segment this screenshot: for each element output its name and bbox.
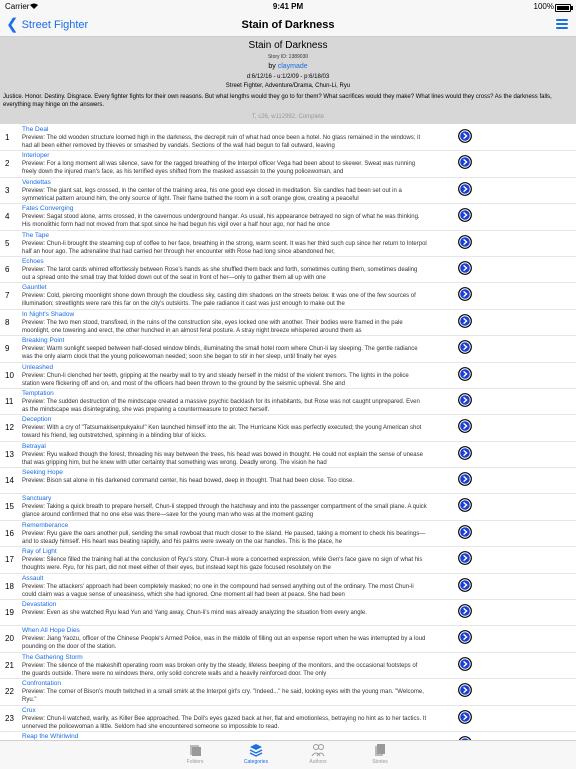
chapter-preview: Preview: Cold, piercing moonlight shone down through the cloudless sky, casting dim shadows on the streets below. It was one of the few sources of illumination; streetlights were rare this far on the city's outskirts. The pale radiance it cast was just enough to make out the bbox=[22, 293, 416, 308]
chapter-title-link[interactable]: Temptation bbox=[22, 389, 54, 397]
tab-label: Folders bbox=[186, 759, 204, 765]
chevron-right-icon[interactable] bbox=[458, 630, 472, 644]
chapter-preview: Preview: Chun-li watched, warily, as Killer Bee approached. The Doll's eyes gazed back at her, flat and emotionless, betraying no hint as to her tactics. It unnerved the policewoman a little. Seldom had she encountered someone so impossible to read. bbox=[22, 715, 427, 730]
menu-icon[interactable] bbox=[556, 19, 568, 31]
chapter-number: 10 bbox=[5, 370, 14, 380]
tab-folders[interactable] bbox=[165, 743, 225, 765]
chapter-title-link[interactable]: Ray of Light bbox=[22, 548, 57, 556]
chapter-preview: Preview: Ryu gave the oars another pull, sending the small rowboat that much closer to the island. He paused, taking a moment to check his bearings—and to steady himself. His heart was beating rapidly, and his palms were sweaty on the oar handles. This is the place, he bbox=[22, 530, 426, 545]
chapter-preview: Preview: Jiang Yaozu, officer of the Chinese People's Armed Police, was in the middle of filling out an expense report when he was interrupted by a loud pounding on the door of the station. bbox=[22, 636, 426, 651]
chapter-number: 6 bbox=[5, 264, 10, 274]
chapter-number: 4 bbox=[5, 212, 10, 222]
chapter-title-link[interactable]: The Gathering Storm bbox=[22, 653, 83, 661]
chevron-right-icon[interactable] bbox=[458, 182, 472, 196]
chapter-row[interactable] bbox=[0, 547, 576, 573]
chapter-title-link[interactable]: Confrontation bbox=[22, 680, 62, 688]
chevron-left-icon: ❮ bbox=[6, 16, 19, 33]
chapter-row[interactable] bbox=[0, 706, 576, 732]
tab-label: Categories bbox=[243, 759, 269, 765]
chapter-row[interactable] bbox=[0, 521, 576, 547]
chapter-title-link[interactable]: Breaking Point bbox=[22, 337, 65, 345]
chapter-number: 14 bbox=[5, 476, 14, 486]
chapter-preview: Preview: For a long moment all was silence, save for the ragged breathing of the Interpol officer Vega had been about to skewer. Sweat was running freely down the injured man's face, as his terrified eyes shifted from the masked assassin to the young policewoman, and bbox=[22, 161, 416, 176]
story-meta: Street Fighter, Adventure/Drama, Chun-Li, Ryu bbox=[225, 83, 351, 89]
chapter-title-link[interactable]: Reap the Whirlwind bbox=[22, 732, 79, 740]
tab-authors[interactable] bbox=[288, 743, 348, 765]
chapter-title-link[interactable]: Fates Converging bbox=[22, 205, 74, 213]
chevron-right-icon[interactable] bbox=[458, 446, 472, 460]
chapter-row[interactable] bbox=[0, 257, 576, 283]
story-title: Stain of Darkness bbox=[248, 40, 328, 51]
chevron-right-icon[interactable] bbox=[458, 419, 472, 433]
chevron-right-icon[interactable] bbox=[458, 155, 472, 169]
chapter-number: 16 bbox=[5, 528, 14, 538]
back-label: Street Fighter bbox=[21, 19, 89, 31]
chapter-title-link[interactable]: Crux bbox=[22, 706, 36, 714]
chevron-right-icon[interactable] bbox=[458, 551, 472, 565]
chapter-row[interactable] bbox=[0, 151, 576, 177]
chevron-right-icon[interactable] bbox=[458, 340, 472, 354]
chevron-right-icon[interactable] bbox=[458, 498, 472, 512]
byline bbox=[0, 63, 576, 70]
page-title: Stain of Darkness bbox=[241, 19, 335, 31]
by-label: by bbox=[268, 63, 276, 70]
chevron-right-icon[interactable] bbox=[458, 657, 472, 671]
chapter-number: 9 bbox=[5, 344, 10, 354]
chapter-title-link[interactable]: The Deal bbox=[22, 126, 49, 133]
chevron-right-icon[interactable] bbox=[458, 261, 472, 275]
chapter-number: 3 bbox=[5, 185, 10, 195]
chapter-row[interactable] bbox=[0, 231, 576, 257]
chapter-title-link[interactable]: Seeking Hope bbox=[22, 469, 63, 477]
chapter-number: 8 bbox=[5, 317, 10, 327]
chapter-title-link[interactable]: Sanctuary bbox=[22, 495, 52, 503]
chapter-list bbox=[0, 125, 576, 740]
chapter-row[interactable] bbox=[0, 574, 576, 600]
chapter-title-link[interactable]: When All Hope Dies bbox=[22, 627, 80, 635]
battery-percent: 100% bbox=[533, 2, 554, 11]
chapter-title-link[interactable]: Rememberance bbox=[22, 521, 69, 529]
chevron-right-icon[interactable] bbox=[458, 208, 472, 222]
chapter-number: 11 bbox=[5, 396, 14, 406]
chapter-preview: Preview: The attackers' approach had been completely masked; no one in the compound had sensed anything out of the ordinary. The most Chun-li could claim was a vague sense of uneasiness, which she had ignored. One moment all had been at peace. She had been bbox=[22, 583, 414, 598]
chapter-row[interactable] bbox=[0, 125, 576, 151]
chapter-number: 19 bbox=[5, 608, 14, 618]
battery-icon bbox=[555, 4, 571, 12]
chevron-right-icon[interactable] bbox=[458, 314, 472, 328]
chapter-row[interactable] bbox=[0, 442, 576, 468]
chapter-row[interactable] bbox=[0, 679, 576, 705]
chapter-preview: Preview: Chun-li brought the steaming cup of coffee to her face, breathing in the strong, warm scent. It was her third such cup since her return to Interpol half an hour ago. The adrenaline that had carried her through her encounter with Rose had long since abandoned her, bbox=[22, 240, 427, 255]
chapter-row[interactable] bbox=[0, 468, 576, 494]
categories-icon bbox=[249, 743, 263, 757]
chapter-row[interactable] bbox=[0, 494, 576, 520]
chevron-right-icon[interactable] bbox=[458, 287, 472, 301]
chapter-row[interactable] bbox=[0, 336, 576, 362]
chevron-right-icon[interactable] bbox=[458, 578, 472, 592]
tab-bar bbox=[0, 740, 576, 769]
chapter-preview: Preview: Bison sat alone in his darkened command center, his head bowed, deep in thought. That had been close. Too close. bbox=[22, 478, 354, 485]
chapter-number: 21 bbox=[5, 660, 14, 670]
chapter-preview: Preview: The corner of Bison's mouth twitched in a small smirk at the Interpol girl's cry. "Indeed..." he said, looking eyes with the young man. "Welcome, Ryu." bbox=[22, 689, 424, 704]
chapter-preview: Preview: Even as she watched Ryu lead Yun and Yang away, Chun-li's mind was already analyzing the situation from every angle. bbox=[22, 610, 367, 617]
chapter-title-link[interactable]: Assault bbox=[22, 574, 44, 582]
chapter-title-link[interactable]: Unleashed bbox=[22, 363, 54, 371]
authors-icon bbox=[311, 743, 325, 757]
chapter-number: 17 bbox=[5, 555, 14, 565]
chapter-row[interactable] bbox=[0, 415, 576, 441]
chapter-title-link[interactable]: Deception bbox=[22, 416, 52, 424]
chevron-right-icon[interactable] bbox=[458, 367, 472, 381]
chapter-number: 1 bbox=[5, 133, 10, 142]
chapter-title-link[interactable]: Vendettas bbox=[22, 178, 51, 186]
chapter-title-link[interactable]: Gauntlet bbox=[22, 284, 47, 292]
chapter-preview: Preview: Ryu walked though the forest, threading his way between the trees, his head was bowed in thought. He could not explain the sense of unease that was gripping him, but he knew with utter certainty that something was wrong. Deadly wrong. The vision he had bbox=[22, 451, 423, 466]
status-bar bbox=[0, 0, 576, 14]
chapter-number: 13 bbox=[5, 449, 14, 459]
chevron-right-icon[interactable] bbox=[458, 393, 472, 407]
stories-icon bbox=[373, 743, 387, 757]
chapter-row[interactable] bbox=[0, 600, 576, 626]
carrier-label: Carrier bbox=[5, 2, 30, 11]
chapter-number: 5 bbox=[5, 238, 10, 248]
tab-categories[interactable] bbox=[226, 743, 286, 765]
chapter-number: 22 bbox=[5, 687, 14, 697]
navigation-bar bbox=[0, 14, 576, 37]
tab-label: Stories bbox=[372, 759, 388, 765]
clock: 9:41 PM bbox=[272, 2, 304, 11]
chapter-number: 15 bbox=[5, 502, 14, 512]
chapter-preview: Preview: The sudden destruction of the mindscape created a massive psychic backlash for its inhabitants, but Rose was not caught unprepared. Even as the mindscape was disintegrating, she was preparing a countermeasure to protect herself. bbox=[22, 398, 420, 413]
chevron-right-icon[interactable] bbox=[458, 710, 472, 724]
story-dates: d:6/12/16 - u:1/2/09 - p:6/18/03 bbox=[246, 74, 330, 80]
chapter-preview: Preview: The silence of the makeshift operating room was broken only by the steady, lifeless beeping of the monitors, and the occasional footsteps of the guards outside. There were no windows there, only solid concrete walls and a heavily reinforced door. The only bbox=[22, 662, 418, 677]
chapter-preview: Preview: Silence filled the training hall at the conclusion of Ryu's story. Chun-li wore a concerned expression, while Gen's face gave no sign of what his thoughts were. Ryu, for his part, did not meet either of their eyes, but instead kept his gaze focused resolutely on the bbox=[22, 557, 423, 572]
chapter-preview: Preview: Chun-li clenched her teeth, gripping at the nearby wall to try and steady herself in the midst of the violent tremors. The lights in the police station were flickering off and on, and most of the officers had been thrown to the ground by the seismic upheval. She and bbox=[22, 372, 409, 387]
chevron-right-icon[interactable] bbox=[458, 235, 472, 249]
chevron-right-icon[interactable] bbox=[458, 683, 472, 697]
chapter-row[interactable] bbox=[0, 389, 576, 415]
chapter-row[interactable] bbox=[0, 626, 576, 652]
chapter-preview: Preview: Sagat stood alone, arms crossed, in the cavernous underground hangar. As usual, his appearance betrayed no sign of what he was thinking. His monolithic form had not moved from that spot since he had begun his vigil over a half hour ago, nor had he once bbox=[22, 214, 420, 229]
chapter-title-link[interactable]: Interloper bbox=[22, 152, 50, 160]
chevron-right-icon[interactable] bbox=[458, 472, 472, 486]
chapter-row[interactable] bbox=[0, 178, 576, 204]
chapter-title-link[interactable]: The Tape bbox=[22, 231, 49, 239]
tab-label: Authors bbox=[309, 759, 327, 765]
chapter-number: 12 bbox=[5, 423, 14, 433]
chapter-number: 2 bbox=[5, 159, 10, 169]
chapter-row[interactable] bbox=[0, 283, 576, 309]
chapter-title-link[interactable]: Devastation bbox=[22, 601, 57, 609]
story-summary: Justice. Honor. Destiny. Disgrace. Every fighter fights for their own reasons. But what lengths would they go to for them? What sacrifices would they make? What lines would they cross? As the darkness falls, everything may hinge on the answers. bbox=[3, 94, 552, 108]
chapter-number: 23 bbox=[5, 713, 14, 723]
chevron-right-icon[interactable] bbox=[458, 129, 472, 143]
chapter-title-link[interactable]: Betrayal bbox=[22, 442, 46, 450]
chevron-right-icon[interactable] bbox=[458, 604, 472, 618]
chapter-preview: Preview: With a cry of "Tatsumakisenpukyaku!" Ken launched himself into the air. The Hurricane Kick was perfectly executed; the young American shot toward his friend, leg outstretched, spinning in a blinding blur of kicks. bbox=[22, 425, 422, 440]
chapter-row[interactable] bbox=[0, 653, 576, 679]
author-link[interactable]: claymade bbox=[277, 63, 308, 70]
tab-stories[interactable] bbox=[350, 743, 410, 765]
chapter-title-link[interactable]: Echoes bbox=[22, 257, 44, 265]
chapter-preview: Preview: The giant sat, legs crossed, in the center of the training area, his one good eye closed in meditation. Six candles had been set out in a symmetrical pattern around him, the only source of light. Their flame bathed the room in a soft orange glow, creating a peaceful bbox=[22, 187, 402, 202]
chapter-preview: Preview: The old wooden structure loomed high in the darkness, the decrepit ruin of what had once been a hotel. No glass remained in the windows; it had all been either removed by thieves or smashed by vandals. Sections of the wall had begun to fall outward, leaving bbox=[22, 135, 421, 149]
back-button[interactable] bbox=[6, 14, 88, 36]
chapter-title-link[interactable]: In Night's Shadow bbox=[22, 310, 75, 318]
chapter-number: 18 bbox=[5, 581, 14, 591]
chapter-preview: Preview: The tarot cards whirred effortlessly between Rose's hands as she shuffled them back and forth, sometimes cutting them, sometimes dealing out a spread onto the small tray that folded down out of the seat in front of her—only to gather them all up with one bbox=[22, 266, 418, 281]
chevron-right-icon[interactable] bbox=[458, 525, 472, 539]
chapter-number: 7 bbox=[5, 291, 10, 301]
chapter-preview: Preview: Warm sunlight seeped between half-closed window blinds, illuminating the small hotel room where Chun-li lay sleeping. The gentle radiance was the only alarm clock that the young policewoman needed; soon she began to stir in her sleep, until finally her eyes bbox=[22, 346, 418, 361]
chapter-row[interactable] bbox=[0, 363, 576, 389]
story-id: Story ID: 1389030 bbox=[267, 54, 309, 60]
chapter-preview: Preview: The two men stood, transfixed, in the ruins of the construction site, eyes locked one with another. Their bodies were framed in the pale moonlight, one towering and erect, the other hunched in an almost feral posture. A stray night breeze whispered around them as bbox=[22, 319, 403, 334]
chapter-row[interactable] bbox=[0, 310, 576, 336]
chapter-preview: Preview: Taking a quick breath to prepare herself, Chun-li stepped through the hatchway and into the passenger compartment of the small plane. A quick glance around confirmed that no one else was there—save for the young man who was at the moment gazing bbox=[22, 504, 427, 519]
chapter-row[interactable] bbox=[0, 204, 576, 230]
story-header bbox=[0, 37, 576, 124]
folders-icon bbox=[188, 743, 202, 757]
story-stats: T, c26, w112992, Complete bbox=[251, 114, 325, 120]
chapter-number: 20 bbox=[5, 634, 14, 644]
